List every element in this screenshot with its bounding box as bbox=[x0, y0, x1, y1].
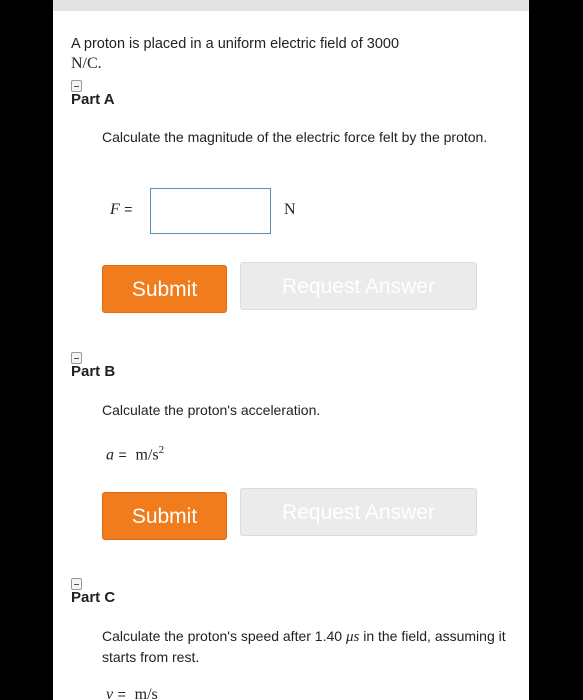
top-divider bbox=[53, 0, 529, 11]
problem-unit: N/C bbox=[71, 55, 98, 72]
part-a-question: Calculate the magnitude of the electric force felt by the proton. bbox=[102, 129, 488, 145]
part-c-unit: m/s bbox=[134, 686, 158, 700]
part-c-question-post: in the field, assuming it starts from rest. bbox=[102, 628, 506, 665]
problem-period: . bbox=[97, 55, 102, 72]
part-b-variable: a bbox=[106, 446, 114, 464]
part-c-question-pre: Calculate the proton's speed after 1.40 bbox=[102, 628, 346, 644]
part-c-equals: = bbox=[117, 686, 126, 700]
part-b-unit-exponent: 2 bbox=[158, 444, 165, 456]
problem-text: A proton is placed in a uniform electric field of 3000 bbox=[71, 36, 400, 52]
part-c-answer-row bbox=[106, 686, 158, 700]
part-a-title: Part A bbox=[71, 91, 115, 108]
problem-page bbox=[53, 0, 529, 700]
part-a-equals: = bbox=[124, 201, 133, 217]
part-c-time-unit: μs bbox=[345, 629, 360, 645]
part-b-title: Part B bbox=[71, 363, 116, 380]
part-c-question bbox=[102, 626, 522, 667]
part-a-submit-button[interactable]: Submit bbox=[102, 265, 227, 313]
part-a-answer-row bbox=[110, 201, 132, 219]
part-b-submit-button[interactable]: Submit bbox=[102, 492, 227, 540]
part-b-request-answer-button[interactable]: Request Answer bbox=[240, 488, 477, 536]
part-b-unit: m/s bbox=[135, 446, 159, 464]
problem-statement bbox=[71, 34, 511, 74]
part-b-equals: = bbox=[118, 446, 127, 463]
part-a-variable: F bbox=[110, 201, 120, 218]
part-c-title: Part C bbox=[71, 589, 116, 606]
part-a-request-answer-button[interactable]: Request Answer bbox=[240, 262, 477, 310]
part-b-answer-row bbox=[106, 444, 164, 464]
part-c-variable: v bbox=[106, 686, 114, 700]
part-a-unit: N bbox=[284, 201, 296, 218]
part-b-question: Calculate the proton's acceleration. bbox=[102, 402, 321, 418]
part-a-answer-input[interactable] bbox=[150, 188, 271, 234]
